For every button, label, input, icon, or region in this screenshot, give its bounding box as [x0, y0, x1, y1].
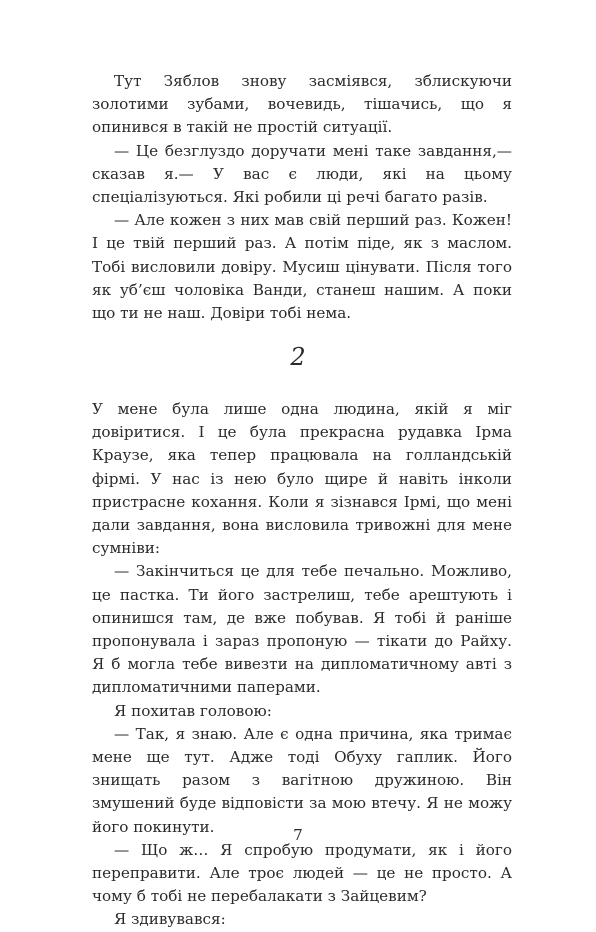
chapter-number: 2	[290, 343, 306, 371]
paragraph: Я похитав головою:	[114, 701, 272, 720]
paragraph: — Але кожен з них мав свій перший раз. Кожен! І це твій перший раз. А потім піде, як з маслом. Тобі висловили довіру. Мусиш цінувати. Після того як уб’єш чоловіка Ванди, станеш нашим. А поки що ти не наш. Довіри тобі нема.	[92, 211, 512, 323]
paragraph: — Що ж… Я спробую продумати, як і його переправити. Але троє людей — це не просто. А чому б тобі не перебалакати з Зайцевим?	[92, 840, 512, 906]
text-block-top	[92, 70, 512, 325]
paragraph: У мене була лише одна людина, якій я міг довіритися. І це була прекрасна рудавка Ірма Краузе, яка тепер працювала на голландській фірмі. У нас із нею було щире й навіть інколи пристрасне кохання. Коли я зізнався Ірмі, що мені дали завдання, вона висловила тривожні для мене сумніви:	[92, 400, 512, 558]
paragraph: Я здивувався:	[114, 910, 226, 929]
paragraph: — Закінчиться це для тебе печально. Можливо, це пастка. Ти його застрелиш, тебе арештують і опинишся там, де вже побував. Я тобі й раніше пропонувала і зараз пропоную — тікати до Райху. Я б могла тебе вивезти на дипломатичному авті з дипломатичними паперами.	[92, 562, 512, 697]
paragraph: — Це безглуздо доручати мені таке завдання,— сказав я.— У вас є люди, які на цьому спеціалізуються. Які робили ці речі багато разів.	[92, 141, 512, 207]
paragraph: Тут Зяблов знову засміявся, зблискуючи золотими зубами, вочевидь, тішачись, що я опинився в такій не простій ситуації.	[92, 72, 512, 137]
paragraph: — Так, я знаю. Але є одна причина, яка тримає мене ще тут. Адже тоді Обуху гаплик. Його знищать разом з вагітною дружиною. Він змушений буде відповісти за мою втечу. Я не можу його покинути.	[92, 724, 512, 836]
text-block-bottom	[92, 398, 512, 932]
page-number: 7	[293, 826, 303, 844]
